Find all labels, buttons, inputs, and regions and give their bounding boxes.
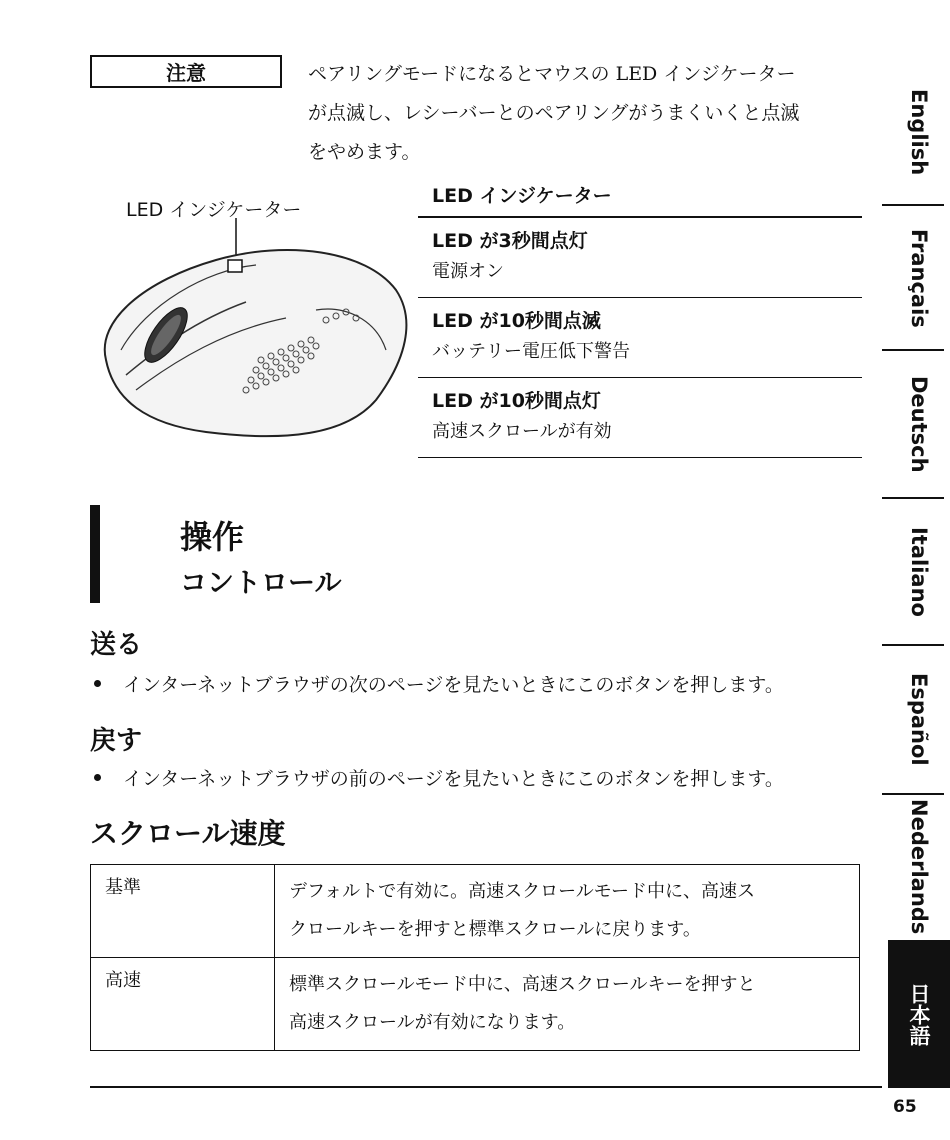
scroll-heading: スクロール速度: [90, 817, 286, 850]
lang-tab-italiano[interactable]: [888, 502, 950, 642]
lang-tab-japanese[interactable]: [888, 940, 950, 1088]
desc-line: 高速スクロールが有効になります。: [289, 1012, 576, 1033]
lang-label-active: 日本語: [907, 982, 931, 1046]
note-text: [308, 55, 853, 172]
note-line: ペアリングモードになるとマウスの LED インジケーター: [308, 63, 796, 85]
forward-bullet: [90, 670, 784, 697]
note-label: 注意: [90, 55, 282, 88]
section-bar: [90, 505, 100, 603]
table-row: [91, 958, 859, 1050]
scroll-mode-desc: [275, 958, 859, 1050]
lang-divider: [882, 349, 944, 351]
note-line: が点滅し、レシーバーとのペアリングがうまくいくと点滅: [308, 102, 800, 124]
lang-divider: [882, 644, 944, 646]
scroll-mode-name: 基準: [91, 865, 275, 957]
scroll-speed-table: [90, 864, 860, 1051]
lang-label: Italiano: [907, 527, 931, 617]
note-line: をやめます。: [308, 141, 421, 163]
lang-label: Deutsch: [907, 376, 931, 473]
led-meaning: 電源オン: [432, 261, 504, 282]
led-table-header: LED インジケーター: [418, 172, 862, 218]
led-state: LED が10秒間点滅: [432, 310, 601, 332]
lang-label: English: [907, 88, 931, 176]
led-state: LED が3秒間点灯: [432, 230, 588, 252]
desc-line: デフォルトで有効に。高速スクロールモード中に、高速ス: [289, 881, 756, 902]
led-table-row: [418, 298, 862, 378]
section-subtitle: コントロール: [180, 568, 342, 599]
lang-tab-espanol[interactable]: [888, 648, 950, 791]
bullet-icon: [94, 680, 101, 687]
lang-label: Español: [907, 673, 931, 766]
led-meaning: 高速スクロールが有効: [432, 421, 612, 442]
lang-label: Français: [907, 228, 931, 328]
bullet-icon: [94, 774, 101, 781]
section-title: 操作: [180, 518, 245, 556]
back-text: インターネットブラウザの前のページを見たいときにこのボタンを押します。: [123, 768, 784, 790]
lang-label: Nederlands: [907, 799, 931, 935]
desc-line: 標準スクロールモード中に、高速スクロールキーを押すと: [289, 974, 756, 995]
lang-divider: [882, 793, 944, 795]
footer-rule: [90, 1086, 882, 1088]
led-state: LED が10秒間点灯: [432, 390, 601, 412]
back-bullet: [90, 764, 784, 791]
led-table-row: [418, 378, 862, 458]
led-indicator-callout: LED インジケーター: [126, 199, 302, 221]
lang-divider: [882, 497, 944, 499]
table-row: [91, 865, 859, 958]
mouse-illustration: [86, 210, 416, 450]
lang-tab-nederlands[interactable]: [888, 796, 950, 938]
scroll-mode-desc: [275, 865, 859, 957]
lang-tab-deutsch[interactable]: [888, 353, 950, 496]
desc-line: クロールキーを押すと標準スクロールに戻ります。: [289, 919, 701, 940]
lang-tab-francais[interactable]: [888, 208, 950, 348]
led-meaning: バッテリー電圧低下警告: [432, 341, 630, 362]
forward-heading: 送る: [90, 630, 143, 660]
back-heading: 戻す: [90, 726, 143, 756]
page-number: 65: [893, 1097, 917, 1117]
forward-text: インターネットブラウザの次のページを見たいときにこのボタンを押します。: [123, 674, 784, 696]
lang-divider: [882, 204, 944, 206]
led-indicator-table: [418, 172, 862, 458]
lang-tab-english[interactable]: [888, 62, 950, 202]
led-table-row: [418, 218, 862, 298]
scroll-mode-name: 高速: [91, 958, 275, 1050]
